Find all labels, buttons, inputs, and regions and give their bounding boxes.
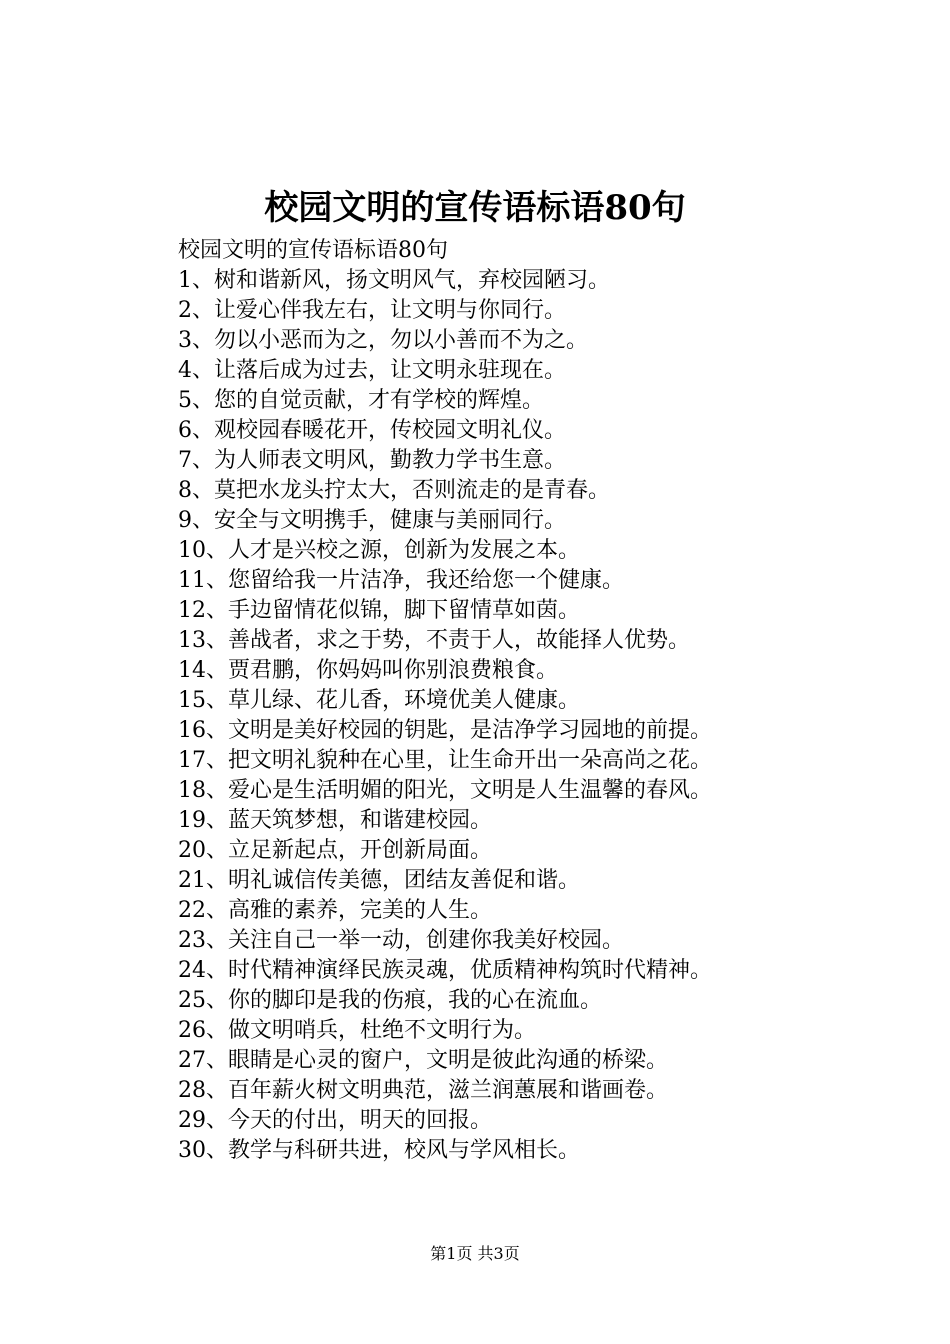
- slogan-list: [178, 266, 878, 1166]
- list-item: 1、树和谐新风，扬文明风气，弃校园陋习。: [178, 268, 610, 293]
- document-subtitle: 校园文明的宣传语标语80句: [178, 238, 448, 263]
- list-item: 10、人才是兴校之源，创新为发展之本。: [178, 538, 580, 563]
- list-item: 28、百年薪火树文明典范，滋兰润蕙展和谐画卷。: [178, 1078, 668, 1103]
- list-item: 7、为人师表文明风，勤教力学书生意。: [178, 448, 566, 473]
- list-item: 5、您的自觉贡献，才有学校的辉煌。: [178, 388, 544, 413]
- list-item: 22、高雅的素养，完美的人生。: [178, 898, 492, 923]
- list-item: 18、爱心是生活明媚的阳光，文明是人生温馨的春风。: [178, 778, 712, 803]
- list-item: 17、把文明礼貌种在心里，让生命开出一朵高尚之花。: [178, 748, 712, 773]
- page-footer: 第1页 共3页: [430, 1244, 520, 1263]
- list-item: 20、立足新起点，开创新局面。: [178, 838, 492, 863]
- list-item: 3、勿以小恶而为之，勿以小善而不为之。: [178, 328, 588, 353]
- list-item: 4、让落后成为过去，让文明永驻现在。: [178, 358, 566, 383]
- list-item: 6、观校园春暖花开，传校园文明礼仪。: [178, 418, 566, 443]
- list-item: 16、文明是美好校园的钥匙，是洁净学习园地的前提。: [178, 718, 712, 743]
- list-item: 25、你的脚印是我的伤痕，我的心在流血。: [178, 988, 602, 1013]
- list-item: 2、让爱心伴我左右，让文明与你同行。: [178, 298, 566, 323]
- list-item: 14、贾君鹏，你妈妈叫你别浪费粮食。: [178, 658, 558, 683]
- list-item: 11、您留给我一片洁净，我还给您一个健康。: [178, 568, 624, 593]
- list-item: 19、蓝天筑梦想，和谐建校园。: [178, 808, 492, 833]
- list-item: 9、安全与文明携手，健康与美丽同行。: [178, 508, 566, 533]
- list-item: 30、教学与科研共进，校风与学风相长。: [178, 1138, 580, 1163]
- document-body: [178, 236, 878, 1166]
- document-title: 校园文明的宣传语标语80句: [264, 188, 686, 228]
- list-item: 15、草儿绿、花儿香，环境优美人健康。: [178, 688, 580, 713]
- list-item: 29、今天的付出，明天的回报。: [178, 1108, 492, 1133]
- list-item: 23、关注自己一举一动，创建你我美好校园。: [178, 928, 624, 953]
- list-item: 26、做文明哨兵，杜绝不文明行为。: [178, 1018, 536, 1043]
- list-item: 12、手边留情花似锦，脚下留情草如茵。: [178, 598, 580, 623]
- list-item: 13、善战者，求之于势，不责于人，故能择人优势。: [178, 628, 690, 653]
- list-item: 24、时代精神演绎民族灵魂，优质精神构筑时代精神。: [178, 958, 712, 983]
- list-item: 27、眼睛是心灵的窗户，文明是彼此沟通的桥梁。: [178, 1048, 668, 1073]
- list-item: 21、明礼诚信传美德，团结友善促和谐。: [178, 868, 580, 893]
- list-item: 8、莫把水龙头拧太大，否则流走的是青春。: [178, 478, 610, 503]
